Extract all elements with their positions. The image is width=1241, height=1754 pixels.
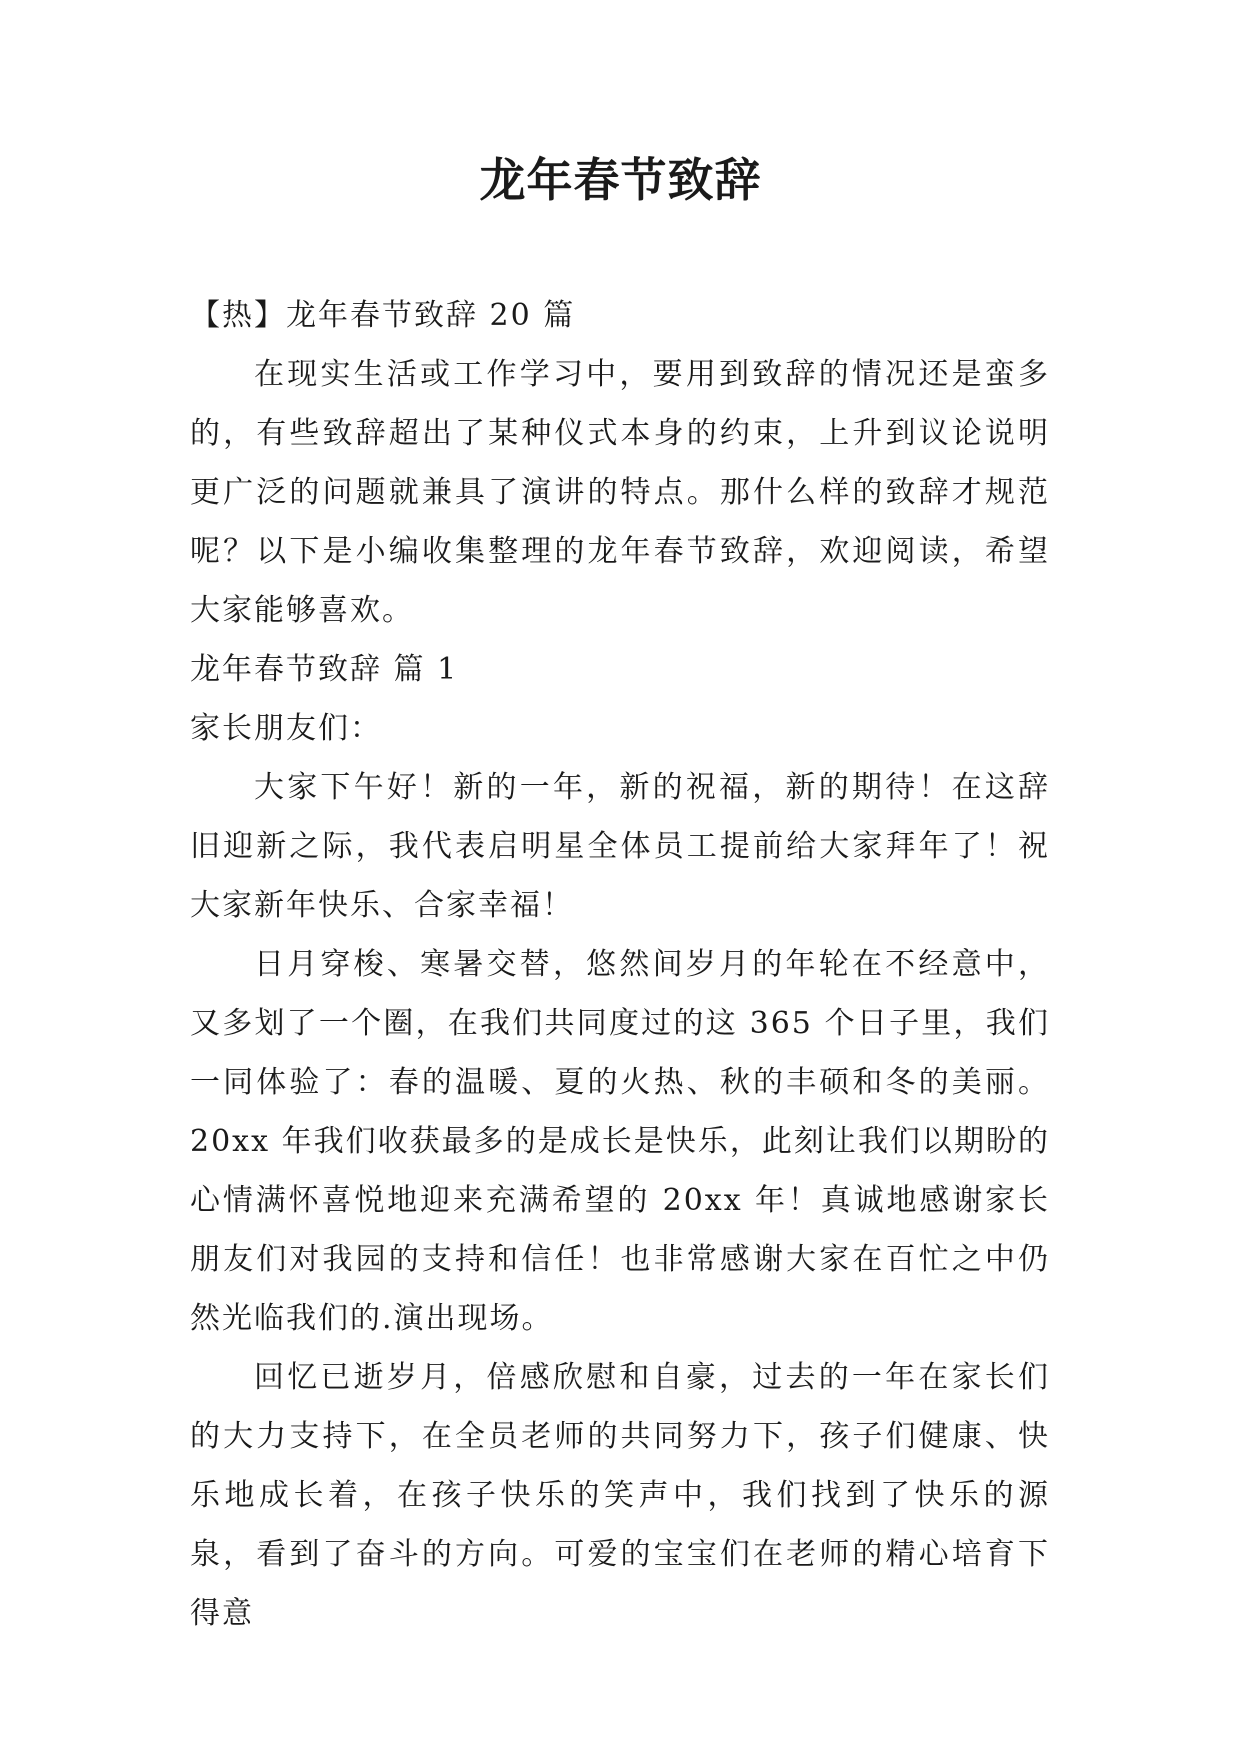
paragraph: 大家下午好！新的一年，新的祝福，新的期待！在这辞旧迎新之际，我代表启明星全体员工提前给大家拜年了！祝大家新年快乐、合家幸福！ xyxy=(190,770,1050,923)
paragraph: 日月穿梭、寒暑交替，悠然间岁月的年轮在不经意中，又多划了一个圈，在我们共同度过的这 365 个日子里，我们一同体验了：春的温暖、夏的火热、秋的丰硕和冬的美丽。20xx 年我们收获最多的是成长是快乐，此刻让我们以期盼的心情满怀喜悦地迎来充满希望的 20xx 年！真诚地感谢家长朋友们对我园的支持和信任！也非常感谢大家在百忙之中仍然光临我们的.演出现场。 xyxy=(190,947,1050,1336)
salutation: 家长朋友们： xyxy=(190,711,382,746)
paragraph-intro: 在现实生活或工作学习中，要用到致辞的情况还是蛮多的，有些致辞超出了某种仪式本身的约束，上升到议论说明更广泛的问题就兼具了演讲的特点。那什么样的致辞才规范呢？以下是小编收集整理的龙年春节致辞，欢迎阅读，希望大家能够喜欢。 xyxy=(190,357,1050,628)
document-body xyxy=(190,286,1050,1643)
section-heading: 龙年春节致辞 篇 1 xyxy=(190,652,459,687)
paragraph-heading: 【热】龙年春节致辞 20 篇 xyxy=(190,298,576,333)
document-title: 龙年春节致辞 xyxy=(479,153,762,207)
paragraph: 回忆已逝岁月，倍感欣慰和自豪，过去的一年在家长们的大力支持下，在全员老师的共同努力下，孩子们健康、快乐地成长着，在孩子快乐的笑声中，我们找到了快乐的源泉，看到了奋斗的方向。可爱的宝宝们在老师的精心培育下得意 xyxy=(190,1360,1050,1631)
